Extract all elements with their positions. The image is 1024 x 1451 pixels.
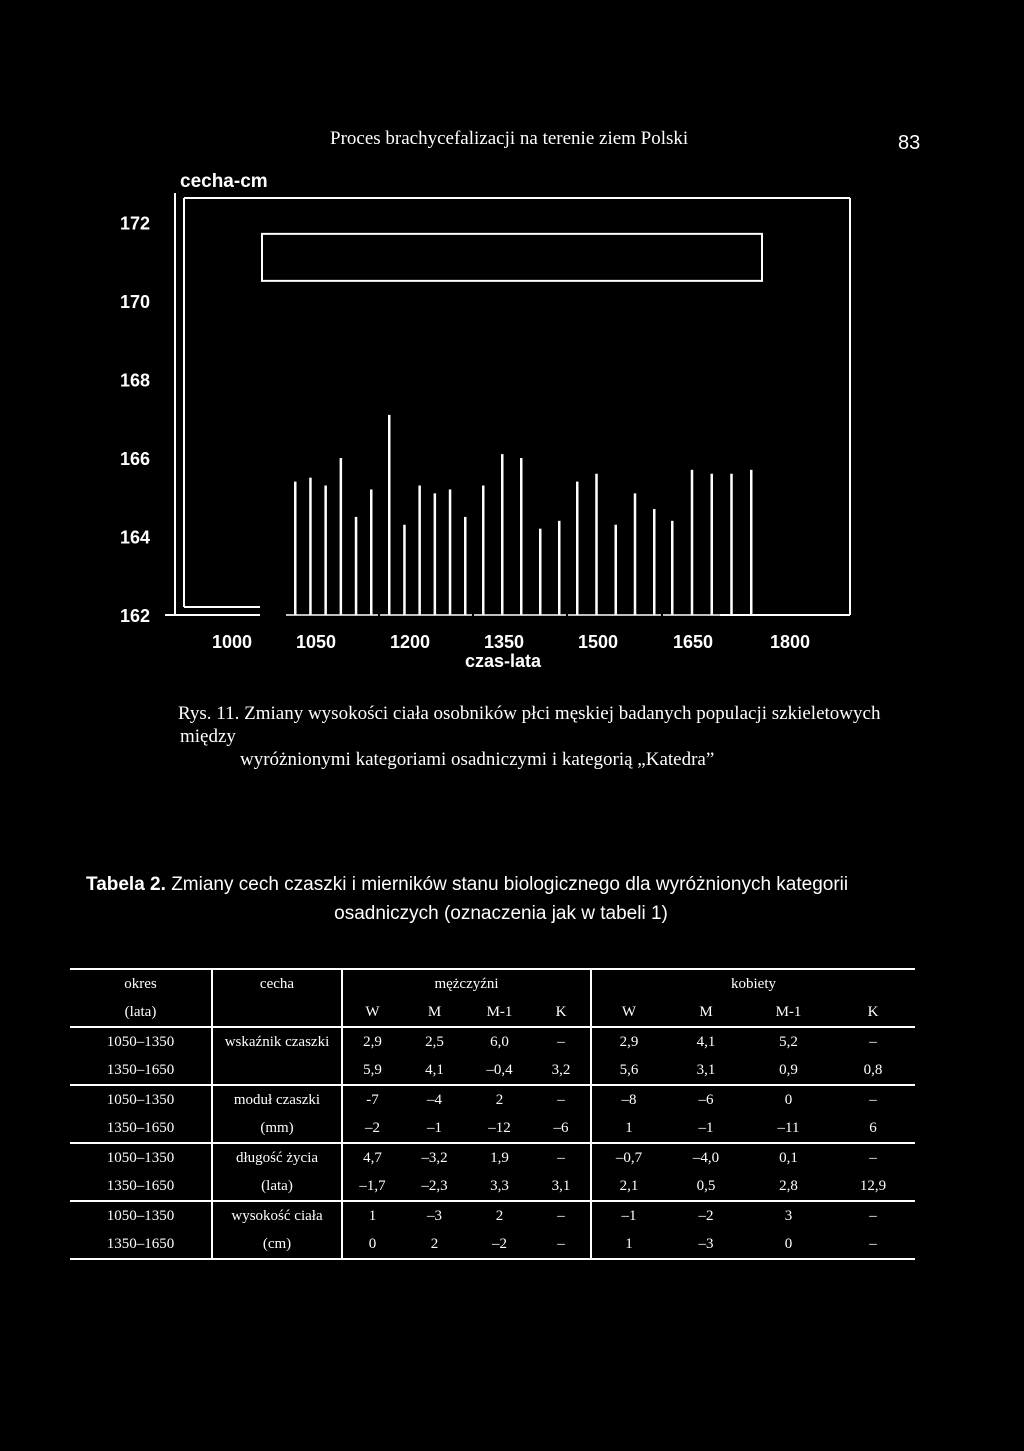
cell-value: 0,8 <box>831 1056 915 1085</box>
cell-value: – <box>869 1033 877 1050</box>
cell-cecha <box>212 1056 342 1085</box>
cell-value: 2,9 <box>363 1033 382 1050</box>
y-axis-label: cecha-cm <box>180 171 268 192</box>
cell-value: –3,2 <box>421 1149 448 1166</box>
cell-value: 6,0 <box>490 1033 509 1050</box>
table-row <box>70 1085 915 1114</box>
data-table <box>70 968 915 1260</box>
cell-value: –1,7 <box>342 1172 402 1201</box>
bar-g1-4 <box>340 458 343 615</box>
bar-g1-6 <box>370 489 373 615</box>
y-tick-164: 164 <box>120 527 151 548</box>
cell-value: – <box>831 1230 915 1259</box>
cell-value: 2 <box>402 1230 467 1259</box>
x-tick-1350: 1350 <box>483 632 525 652</box>
col-cecha-header: cecha <box>212 969 342 998</box>
cell-value: 1 <box>368 1207 377 1224</box>
bar-g3-4 <box>539 529 542 615</box>
cell-value: 12,9 <box>831 1172 915 1201</box>
cell-cecha: wysokość ciała <box>212 1201 342 1230</box>
subheader-women-m: M <box>666 998 746 1027</box>
subheader-men-m-1: M-1 <box>467 998 532 1027</box>
table-label: Tabela 2. <box>86 874 166 895</box>
cell-okres: 1350–1650 <box>70 1172 212 1201</box>
bar-g1-1 <box>294 482 297 615</box>
bar-g5-5 <box>750 470 753 615</box>
x-tick-labels <box>212 632 810 652</box>
table-row <box>70 1201 915 1230</box>
cell-okres: 1050–1350 <box>70 1143 212 1172</box>
y-tick-166: 166 <box>120 449 151 470</box>
cell-value: –0,4 <box>467 1056 532 1085</box>
cell-value: 3,3 <box>467 1172 532 1201</box>
col-lata-header: (lata) <box>70 998 212 1027</box>
cell-value: –2 <box>698 1207 714 1224</box>
cell-cecha: (mm) <box>212 1114 342 1143</box>
bar-g2-6 <box>464 517 467 615</box>
subheader-men-w: W <box>342 998 402 1027</box>
cell-cecha: moduł czaszki <box>212 1085 342 1114</box>
cell-value: –6 <box>698 1091 714 1108</box>
cell-value: 0 <box>342 1230 402 1259</box>
bar-g2-1 <box>388 415 391 615</box>
x-tick-1650: 1650 <box>672 632 714 652</box>
bar-g2-5 <box>449 489 452 615</box>
cell-value: – <box>532 1230 591 1259</box>
table-row <box>70 1143 915 1172</box>
subheader-women-m-1: M-1 <box>746 998 831 1027</box>
cell-value: – <box>532 1143 591 1172</box>
chart-frame <box>165 193 850 615</box>
cell-value: 1 <box>591 1230 666 1259</box>
cell-value: 3,1 <box>666 1056 746 1085</box>
bar-g4-5 <box>653 509 656 615</box>
cell-cecha: wskaźnik czaszki <box>212 1027 342 1056</box>
table-title <box>86 870 946 928</box>
cell-value: 1 <box>591 1114 666 1143</box>
cell-value: –1 <box>666 1114 746 1143</box>
cell-value: – <box>869 1091 877 1108</box>
cell-value: –4,0 <box>692 1149 720 1166</box>
height-chart <box>0 160 1024 680</box>
bar-g4-2 <box>595 474 598 615</box>
y-tick-162: 162 <box>120 606 151 626</box>
y-tick-labels <box>120 214 150 626</box>
cell-value: –12 <box>467 1114 532 1143</box>
bar-g5-3 <box>711 474 714 615</box>
bar-g5-1 <box>671 521 674 615</box>
chart-bars <box>286 415 758 615</box>
bar-g3-1 <box>482 486 485 615</box>
cell-value: 2 <box>495 1091 504 1108</box>
cell-value: 2,9 <box>619 1033 639 1050</box>
figure-caption <box>180 702 940 771</box>
cell-value: –4 <box>427 1091 442 1108</box>
bar-g5-4 <box>730 474 733 615</box>
bar-g5-2 <box>691 470 694 615</box>
bar-g3-3 <box>520 458 523 615</box>
cell-value: –8 <box>621 1091 637 1108</box>
cell-value: –2 <box>467 1230 532 1259</box>
cell-value: 3,1 <box>532 1172 591 1201</box>
table-row <box>70 1027 915 1056</box>
col-cecha-header-blank <box>212 998 342 1027</box>
subheader-women-w: W <box>591 998 666 1027</box>
cell-value: – <box>532 1027 591 1056</box>
cell-cecha: (cm) <box>212 1230 342 1259</box>
cell-value: 0 <box>746 1230 831 1259</box>
table-title-line-1: Zmiany cech czaszki i mierników stanu biologicznego dla wyróżnionych kategorii <box>171 874 849 895</box>
subheader-women-k: K <box>831 998 915 1027</box>
cell-value: –0,7 <box>615 1149 643 1166</box>
header-row-2 <box>70 998 915 1027</box>
cell-value: 2,5 <box>425 1033 444 1050</box>
cell-value: 0,5 <box>666 1172 746 1201</box>
table-row <box>70 1114 915 1143</box>
cell-value: 2,8 <box>746 1172 831 1201</box>
cell-value: 0,1 <box>779 1149 798 1166</box>
x-tick-1200: 1200 <box>389 632 431 652</box>
cell-value: 4,1 <box>402 1056 467 1085</box>
cell-cecha: długość życia <box>212 1143 342 1172</box>
table-row <box>70 1056 915 1085</box>
cell-value: 5,9 <box>342 1056 402 1085</box>
y-tick-168: 168 <box>120 370 151 391</box>
caption-line-1: Rys. 11. Zmiany wysokości ciała osobników płci męskiej badanych populacji szkieletowych między <box>178 703 881 747</box>
cell-value: –11 <box>746 1114 831 1143</box>
cell-okres: 1350–1650 <box>70 1230 212 1259</box>
page-number: 83 <box>898 132 921 154</box>
cell-value: 2,1 <box>591 1172 666 1201</box>
x-tick-1000: 1000 <box>211 632 253 652</box>
cell-okres: 1350–1650 <box>70 1114 212 1143</box>
cell-value: 2 <box>495 1207 504 1224</box>
subheader-men-k: K <box>532 998 591 1027</box>
bar-g2-3 <box>418 486 421 615</box>
cell-okres: 1350–1650 <box>70 1056 212 1085</box>
cell-value: – <box>532 1085 591 1114</box>
bar-g2-2 <box>403 525 406 615</box>
y-tick-172: 172 <box>120 213 151 234</box>
table-row <box>70 1172 915 1201</box>
cell-value: 6 <box>831 1114 915 1143</box>
x-tick-1050: 1050 <box>295 632 337 652</box>
cell-value: 5,2 <box>779 1033 798 1050</box>
caption-line-2: wyróżnionymi kategoriami osadniczymi i kategorią „Katedra” <box>240 749 715 770</box>
bar-g1-2 <box>309 478 312 615</box>
cell-value: 4,7 <box>363 1149 382 1166</box>
bar-g3-2 <box>501 454 504 615</box>
bar-g1-5 <box>355 517 358 615</box>
y-tick-170: 170 <box>120 292 151 313</box>
cell-value: – <box>532 1201 591 1230</box>
x-axis-label: czas-lata <box>465 651 542 671</box>
cell-value: 0,9 <box>746 1056 831 1085</box>
cell-cecha: (lata) <box>212 1172 342 1201</box>
cell-value: 0 <box>784 1091 793 1108</box>
cell-value: –3 <box>666 1230 746 1259</box>
bar-g3-5 <box>558 521 561 615</box>
cell-okres: 1050–1350 <box>70 1201 212 1230</box>
cell-okres: 1050–1350 <box>70 1085 212 1114</box>
cell-value: –1 <box>621 1207 637 1224</box>
bar-g4-1 <box>576 482 579 615</box>
group-women-header: kobiety <box>591 969 915 998</box>
cell-value: – <box>869 1149 877 1166</box>
cell-value: 3,2 <box>532 1056 591 1085</box>
table-title-line-2: osadniczych (oznaczenia jak w tabeli 1) <box>334 903 668 924</box>
bar-g1-3 <box>324 486 327 615</box>
col-okres-header: okres <box>70 969 212 998</box>
reference-box <box>262 234 762 281</box>
cell-value: –6 <box>532 1114 591 1143</box>
cell-value: –1 <box>402 1114 467 1143</box>
header-row-1 <box>70 969 915 998</box>
group-men-header <box>342 969 591 998</box>
bar-g4-3 <box>615 525 618 615</box>
cell-value: – <box>869 1207 877 1224</box>
x-tick-1500: 1500 <box>577 632 619 652</box>
bar-g4-4 <box>634 493 637 615</box>
cell-value: –2,3 <box>402 1172 467 1201</box>
cell-value: 1,9 <box>490 1149 509 1166</box>
cell-value: 5,6 <box>591 1056 666 1085</box>
bar-g2-4 <box>434 493 437 615</box>
cell-value: 4,1 <box>696 1033 716 1050</box>
running-title: Proces brachycefalizacji na terenie ziem Polski <box>330 128 689 149</box>
cell-value: 3 <box>784 1207 793 1224</box>
group-men-label: mężczyźni <box>434 975 499 992</box>
table-row <box>70 1230 915 1259</box>
cell-value: –3 <box>427 1207 442 1224</box>
x-tick-1800: 1800 <box>769 632 811 652</box>
cell-okres: 1050–1350 <box>70 1027 212 1056</box>
cell-value: –2 <box>342 1114 402 1143</box>
subheader-men-m: M <box>402 998 467 1027</box>
cell-value: -7 <box>366 1091 379 1108</box>
